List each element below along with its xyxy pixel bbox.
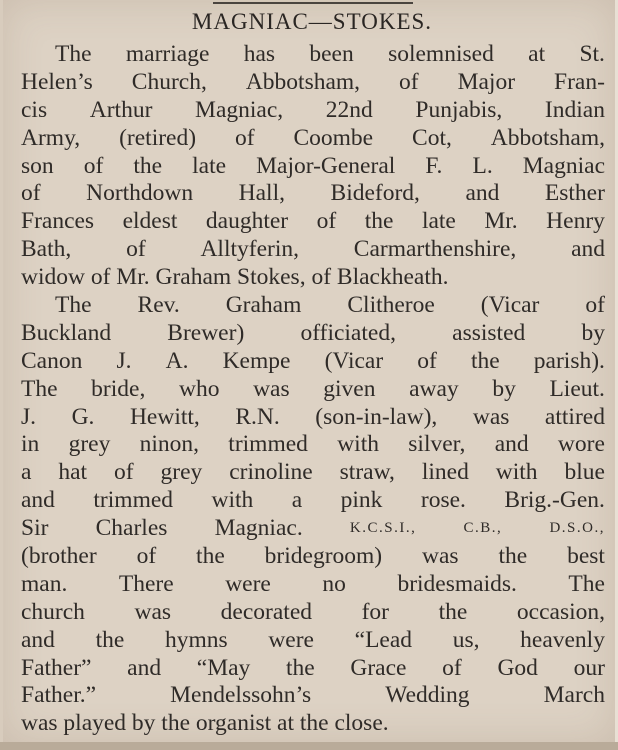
article-line: Bath, of Alltyferin, Carmarthenshire, and (21, 236, 605, 263)
article-line: Frances eldest daughter of the late Mr. Henry (21, 208, 605, 235)
article-line: Helen’s Church, Abbotsham, of Major Fran- (21, 68, 605, 95)
article-line: cis Arthur Magniac, 22nd Punjabis, Indian (21, 96, 605, 123)
article-line: son of the late Major-General F. L. Magniac (21, 152, 605, 179)
article-line: was played by the organist at the close. (21, 710, 389, 737)
article-line: of Northdown Hall, Bideford, and Esther (21, 180, 605, 207)
article-line: J. G. Hewitt, R.N. (son-in-law), was attired (21, 403, 605, 430)
article-line: church was decorated for the occasion, (21, 598, 605, 625)
article-line: Sir Charles Magniac. K.C.S.I., C.B., D.S.O., (21, 515, 605, 542)
article-line: Father.” Mendelssohn’s Wedding March (21, 682, 605, 709)
article-line: Buckland Brewer) officiated, assisted by (21, 319, 605, 346)
article-heading: MAGNIAC—STOKES. (191, 9, 433, 34)
article-line: Canon J. A. Kempe (Vicar of the parish). (21, 347, 605, 374)
article-line: Army, (retired) of Coombe Cot, Abbotsham, (21, 124, 605, 151)
article-body (21, 41, 605, 738)
article-line: The bride, who was given away by Lieut. (21, 375, 605, 402)
article-line: and trimmed with a pink rose. Brig.-Gen. (21, 487, 605, 514)
article-line: Father” and “May the Grace of God our (21, 654, 605, 681)
article-line: man. There were no bridesmaids. The (21, 570, 605, 597)
top-rule (213, 2, 413, 4)
article-line: in grey ninon, trimmed with silver, and wore (21, 431, 605, 458)
article-line: (brother of the bridegroom) was the best (21, 543, 605, 570)
article-line: The Rev. Graham Clitheroe (Vicar of (55, 292, 605, 319)
paper-edge-bottom (0, 742, 618, 750)
article-line: widow of Mr. Graham Stokes, of Blackheath. (21, 264, 449, 291)
newspaper-clipping (3, 0, 615, 742)
article-line: and the hymns were “Lead us, heavenly (21, 626, 605, 653)
article-line: a hat of grey crinoline straw, lined with blue (21, 459, 605, 486)
article-line: The marriage has been solemnised at St. (55, 41, 605, 67)
